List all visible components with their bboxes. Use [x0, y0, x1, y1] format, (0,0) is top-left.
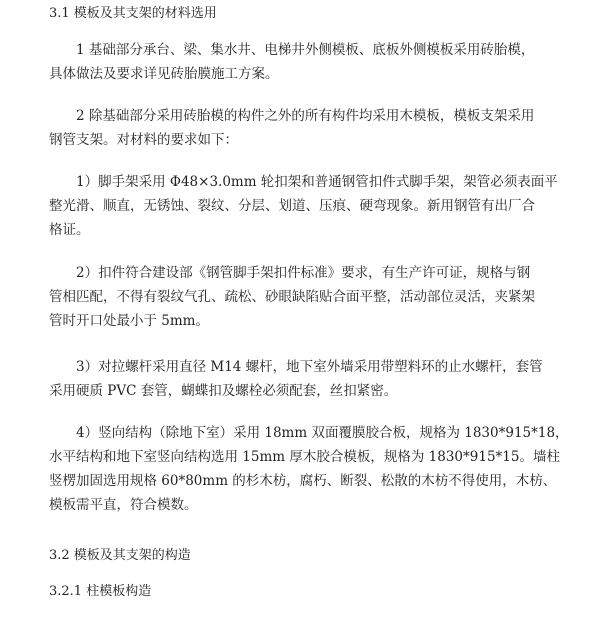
paragraph-line: 3）对拉螺杆采用直径 M14 螺杆，地下室外墙采用带塑料环的止水螺杆，套管 [76, 359, 543, 375]
paragraph-tie-bolts [49, 355, 574, 403]
paragraph-line: 钢管支架。对材料的要求如下： [49, 132, 238, 148]
paragraph-line: 水平结构和地下室竖向结构选用 15mm 厚木胶合模板，规格为 1830*915*15。墙柱 [49, 449, 560, 465]
paragraph-line: 格证。 [49, 222, 90, 238]
section-3-1-heading: 3.1 模板及其支架的材料选用 [49, 6, 217, 21]
paragraph-line: 竖楞加固选用规格 60*80mm 的杉木枋，腐朽、断裂、松散的木枋不得使用，木枋、 [49, 473, 557, 489]
paragraph-wood-formwork [49, 104, 574, 152]
paragraph-scaffold-pipe [49, 170, 574, 242]
paragraph-line: 管相匹配，不得有裂纹气孔、疏松、砂眼缺陷贴合面平整，活动部位灵活，夹紧架 [49, 289, 535, 305]
paragraph-line: 2 除基础部分采用砖胎模的构件之外的所有构件均采用木模板，模板支架采用 [76, 108, 535, 124]
paragraph-brick-formwork [49, 38, 574, 86]
paragraph-line: 1 基础部分承台、梁、集水井、电梯井外侧模板、底板外侧模板采用砖胎模， [76, 42, 535, 58]
section-3-2-1-heading: 3.2.1 柱模板构造 [49, 584, 152, 599]
section-3-2-heading: 3.2 模板及其支架的构造 [49, 548, 191, 563]
paragraph-line: 4）竖向结构（除地下室）采用 18mm 双面覆膜胶合板，规格为 1830*915*18， [76, 425, 569, 441]
paragraph-line: 1）脚手架采用 Φ48×3.0mm 轮扣架和普通钢管扣件式脚手架，架管必须表面平 [76, 174, 558, 190]
paragraph-fasteners [49, 261, 574, 333]
paragraph-line: 管时开口处最小于 5mm。 [49, 313, 209, 329]
paragraph-line: 具体做法及要求详见砖胎膜施工方案。 [49, 66, 279, 82]
paragraph-plywood [49, 421, 574, 517]
paragraph-line: 模板需平直，符合模数。 [49, 497, 198, 513]
paragraph-line: 采用硬质 PVC 套管，蝴蝶扣及螺栓必须配套，丝扣紧密。 [49, 383, 398, 399]
paragraph-line: 2）扣件符合建设部《钢管脚手架扣件标准》要求，有生产许可证，规格与钢 [76, 265, 531, 281]
paragraph-line: 整光滑、顺直，无锈蚀、裂纹、分层、划道、压痕、硬弯现象。新用钢管有出厂合 [49, 198, 535, 214]
